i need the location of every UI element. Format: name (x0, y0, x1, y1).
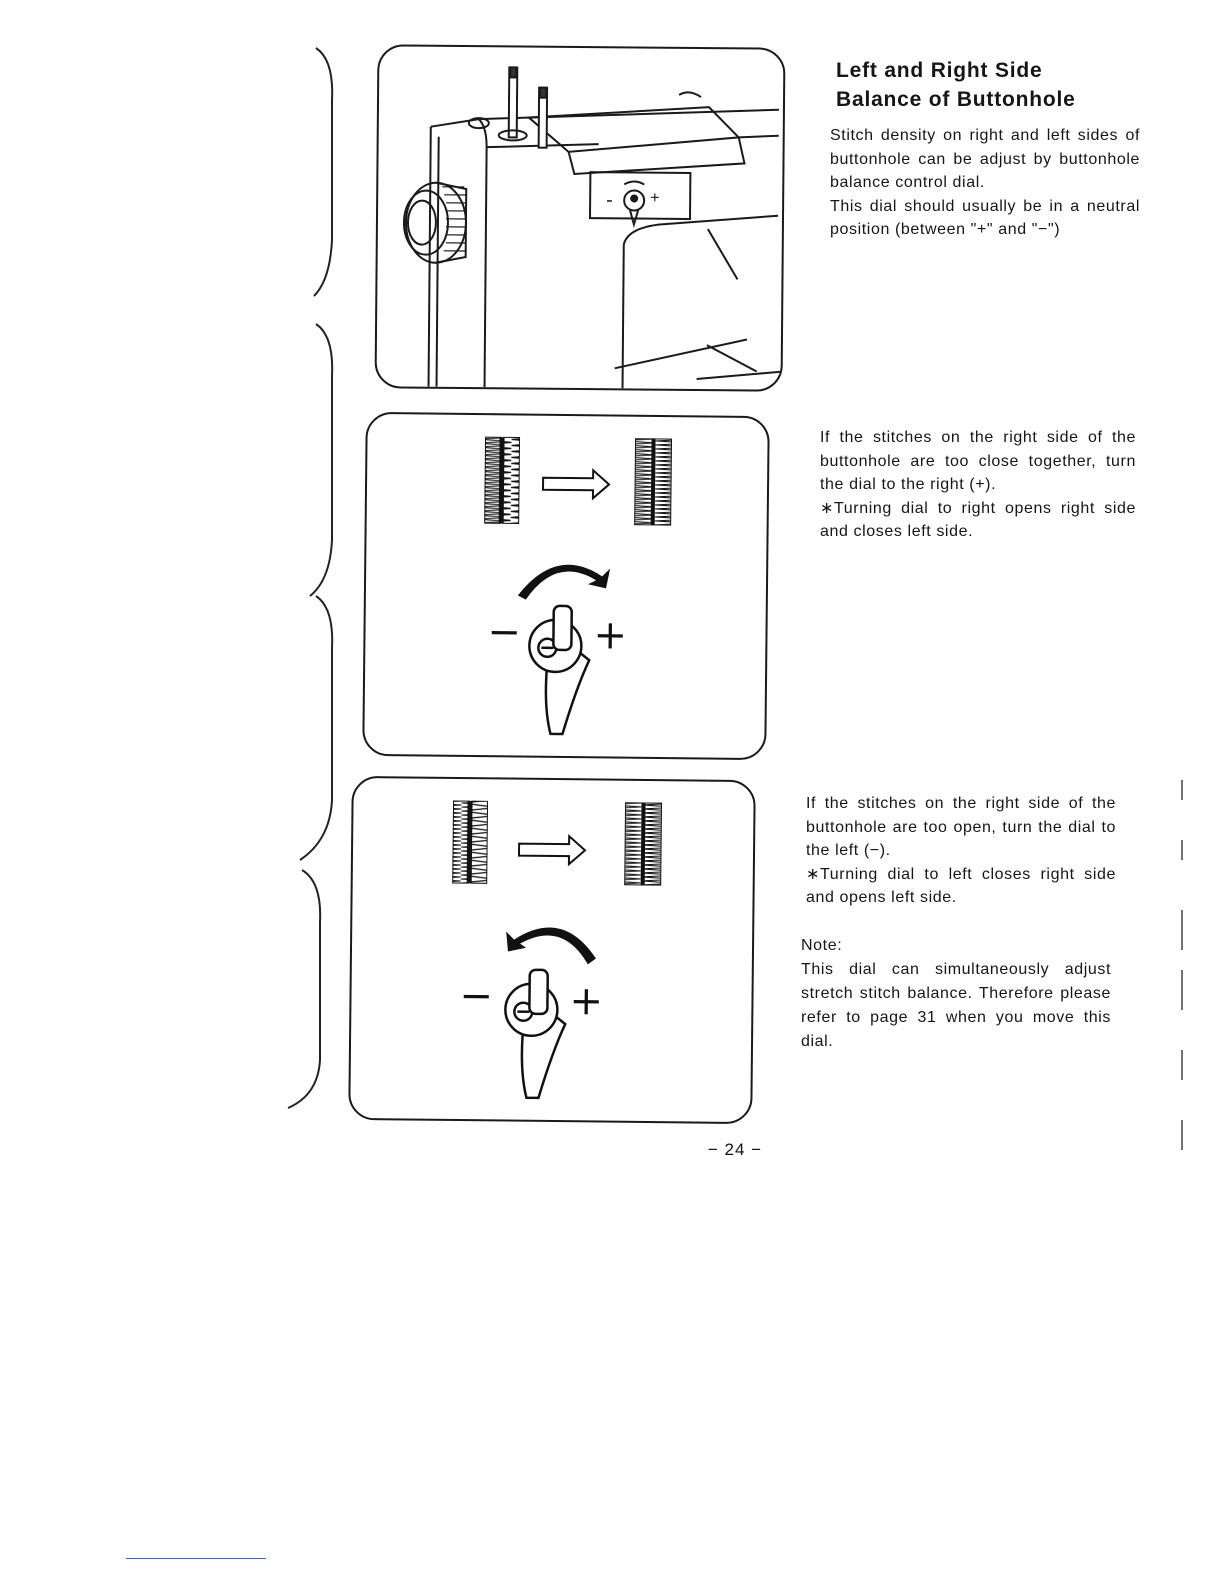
too-close-instructions (820, 426, 1136, 544)
page-number: − 24 − (707, 1140, 763, 1159)
buttonhole-stitch-before (453, 801, 488, 883)
dial-turn-right-diagram (364, 414, 768, 758)
note-block (801, 934, 1111, 1054)
note-title: Note: (801, 937, 843, 954)
minus-label: − (487, 609, 522, 656)
heading-line-1: Left and Right Side (836, 59, 1043, 82)
right-arrow-icon (519, 836, 585, 865)
svg-text:+: + (650, 189, 660, 207)
svg-text:-: - (606, 189, 613, 212)
minus-label: − (459, 973, 494, 1020)
margin-brace (280, 40, 340, 1120)
buttonhole-stitch-after (625, 803, 662, 885)
note-text: This dial can simultaneously adjust stretch stitch balance. Therefore please refer to page 31 when you move this dial. (801, 961, 1111, 1050)
sewing-machine-illustration (377, 46, 784, 390)
buttonhole-stitch-before (485, 437, 520, 523)
plus-label: + (569, 978, 604, 1025)
right-arrow-icon (543, 470, 609, 499)
balance-dial-icon (504, 970, 565, 1099)
machine-illustration-panel (375, 44, 786, 392)
turn-left-figure-panel (348, 776, 756, 1124)
intro-text (830, 124, 1140, 242)
plus-label: + (593, 612, 628, 659)
balance-dial-icon (528, 606, 589, 735)
section-heading (836, 56, 1136, 114)
intro-paragraph-1: Stitch density on right and left sides of buttonhole can be adjust by buttonhole balance control dial. (830, 127, 1140, 191)
turn-right-figure-panel (362, 412, 770, 760)
heading-line-2: Balance of Buttonhole (836, 88, 1076, 111)
too-close-paragraph: If the stitches on the right side of the buttonhole are too close together, turn the dial to the right (+). (820, 429, 1136, 493)
too-open-paragraph: If the stitches on the right side of the buttonhole are too open, turn the dial to the left (−). (806, 795, 1116, 859)
too-open-instructions (806, 792, 1116, 910)
buttonhole-stitch-after (635, 439, 672, 525)
footer-rule (126, 1558, 266, 1559)
scan-edge-mark (1178, 760, 1186, 1180)
counterclockwise-arrow-icon (506, 927, 596, 964)
dial-turn-left-diagram (350, 778, 754, 1122)
too-close-note: ∗Turning dial to right opens right side and closes left side. (820, 499, 1136, 540)
too-open-note: ∗Turning dial to left closes right side and opens left side. (806, 865, 1116, 906)
intro-paragraph-2: This dial should usually be in a neutral position (between "+" and "−") (830, 197, 1140, 238)
clockwise-arrow-icon (518, 564, 610, 600)
